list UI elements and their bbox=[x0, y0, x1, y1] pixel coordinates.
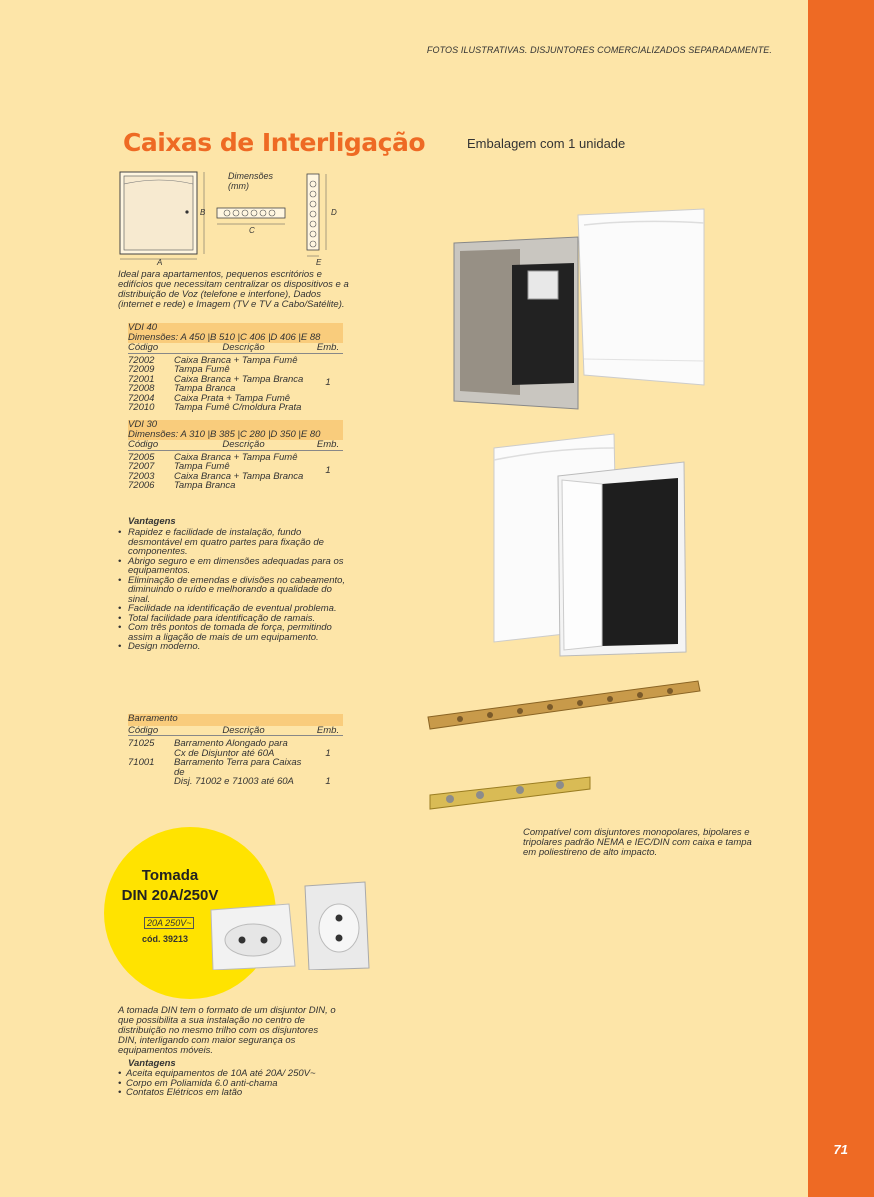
page-title: Caixas de Interligação bbox=[123, 128, 426, 157]
dimensions-label: Dimensões (mm) bbox=[228, 171, 274, 191]
table-row: 72006 Tampa Branca bbox=[128, 480, 236, 491]
product-image-vdi-white bbox=[488, 428, 698, 658]
vantagens-title: Vantagens bbox=[128, 516, 176, 527]
table-row: 72009 Tampa Fumê bbox=[128, 364, 230, 375]
top-disclaimer: FOTOS ILUSTRATIVAS. DISJUNTORES COMERCIALIZADOS SEPARADAMENTE. bbox=[426, 45, 772, 55]
dim-letter-d: D bbox=[331, 208, 337, 217]
product-image-din-socket bbox=[205, 880, 385, 970]
vdi30-table: VDI 30 Dimensões: A 310 |B 385 |C 280 |D 350 |E 80 Código Descrição Emb. 72005 Caixa Branca + Tampa Fumê 1 72007 Tampa Fumê 72003 Caixa Branca + Tampa Branca 72006 Tampa Branca bbox=[128, 420, 343, 491]
list-item: • Total facilidade para identificação de ramais. bbox=[118, 614, 354, 624]
table-row: 72008 Tampa Branca bbox=[128, 383, 236, 394]
table-row: 72005 Caixa Branca + Tampa Fumê 1 bbox=[128, 451, 331, 476]
table-row: 72003 Caixa Branca + Tampa Branca bbox=[128, 470, 304, 482]
table-row: 71001 Barramento Terra para Caixas de Disj. 71002 e 71003 até 60A 1 bbox=[128, 757, 331, 787]
list-item: • Corpo em Poliamida 6.0 anti-chama bbox=[118, 1079, 348, 1089]
tomada-rating: 20A 250V~ bbox=[144, 918, 194, 928]
vdi40-table: VDI 40 Dimensões: A 450 |B 510 |C 406 |D 406 |E 88 Código Descrição Emb. 72002 Caixa Branca + Tampa Fumê 1 72009 Tampa Fumê 72001 Caixa Branca + Tampa Branca 72008 Tampa Branca 72004 Caixa Prata + Tampa Fumê 72010 Tampa Fumê C/moldura Prata bbox=[128, 323, 343, 413]
product-image-busbars bbox=[420, 675, 710, 815]
dim-letter-c: C bbox=[249, 226, 255, 235]
dim-letter-e: E bbox=[316, 258, 322, 267]
table-row: 72007 Tampa Fumê bbox=[128, 461, 230, 472]
table-row: 71025 Barramento Alongado para Cx de Disjuntor até 60A 1 bbox=[128, 738, 331, 759]
table-row: 72010 Tampa Fumê C/moldura Prata bbox=[128, 402, 302, 413]
tomada-code: cód. 39213 bbox=[142, 934, 189, 944]
list-item: • Design moderno. bbox=[118, 642, 354, 652]
packaging-note: Embalagem com 1 unidade bbox=[467, 136, 626, 151]
barramento-name: Barramento bbox=[128, 713, 178, 724]
list-item: • Abrigo seguro e em dimensões adequadas para os equipamentos. bbox=[118, 557, 354, 576]
list-item: • Aceita equipamentos de 10A até 20A/ 250V~ bbox=[118, 1069, 348, 1079]
list-item: • Contatos Elétricos em latão bbox=[118, 1088, 348, 1098]
vdi30-dims: Dimensões: A 310 |B 385 |C 280 |D 350 |E 80 bbox=[128, 428, 321, 440]
tomada-vantagens bbox=[118, 1058, 348, 1098]
table-row: 72004 Caixa Prata + Tampa Fumê bbox=[128, 392, 291, 404]
vdi30-name: VDI 30 bbox=[128, 419, 158, 430]
vdi40-name: VDI 40 bbox=[128, 322, 158, 333]
tomada-vantagens-title: Vantagens bbox=[128, 1058, 176, 1069]
list-item: • Facilidade na identificação de eventual problema. bbox=[118, 604, 354, 614]
table-row: 72001 Caixa Branca + Tampa Branca bbox=[128, 373, 304, 385]
side-color-bar bbox=[808, 0, 874, 1197]
vdi40-dims: Dimensões: A 450 |B 510 |C 406 |D 406 |E 88 bbox=[128, 331, 321, 343]
list-item: • Eliminação de emendas e divisões no cabeamento, diminuindo o ruído e melhorando a qualidade do sinal. bbox=[118, 576, 354, 605]
intro-text: Ideal para apartamentos, pequenos escritórios e edifícios que necessitam centralizar os dispositivos e a distribuição de Voz (telefone e interfone), Dados (internet e rede) e Imagem (TV e TV a Cabo/Satélite). bbox=[118, 269, 349, 310]
barramento-table: Barramento Código Descrição Emb. 71025 Barramento Alongado para Cx de Disjuntor até 60A 1 71001 Barramento Terra para Caixas de Disj. 71002 e 71003 até 60A 1 bbox=[128, 714, 343, 787]
table-row: 72002 Caixa Branca + Tampa Fumê 1 bbox=[128, 354, 331, 389]
tomada-description: A tomada DIN tem o formato de um disjuntor DIN, o que possibilita a sua instalação no centro de distribuição no mesmo trilho com os disjuntores DIN, interligando com maior segurança os equipamentos móveis. bbox=[118, 1005, 336, 1056]
compatibility-text: Compatível com disjuntores monopolares, bipolares e tripolares padrão NEMA e IEC/DIN com caixa e tampa em poliestireno de alto impacto. bbox=[523, 827, 752, 858]
dim-letter-b: B bbox=[200, 208, 206, 217]
product-image-vdi-smoke bbox=[450, 205, 710, 410]
page-number: 71 bbox=[833, 1142, 848, 1157]
tomada-title: Tomada DIN 20A/250V bbox=[121, 867, 219, 904]
list-item: • Rapidez e facilidade de instalação, fundo desmontável em quatro partes para fixação de componentes. bbox=[118, 528, 354, 557]
list-item: • Com três pontos de tomada de força, permitindo assim a ligação de mais de um equipamento. bbox=[118, 623, 354, 642]
vantagens-section bbox=[118, 516, 354, 652]
dim-letter-a: A bbox=[157, 258, 163, 267]
